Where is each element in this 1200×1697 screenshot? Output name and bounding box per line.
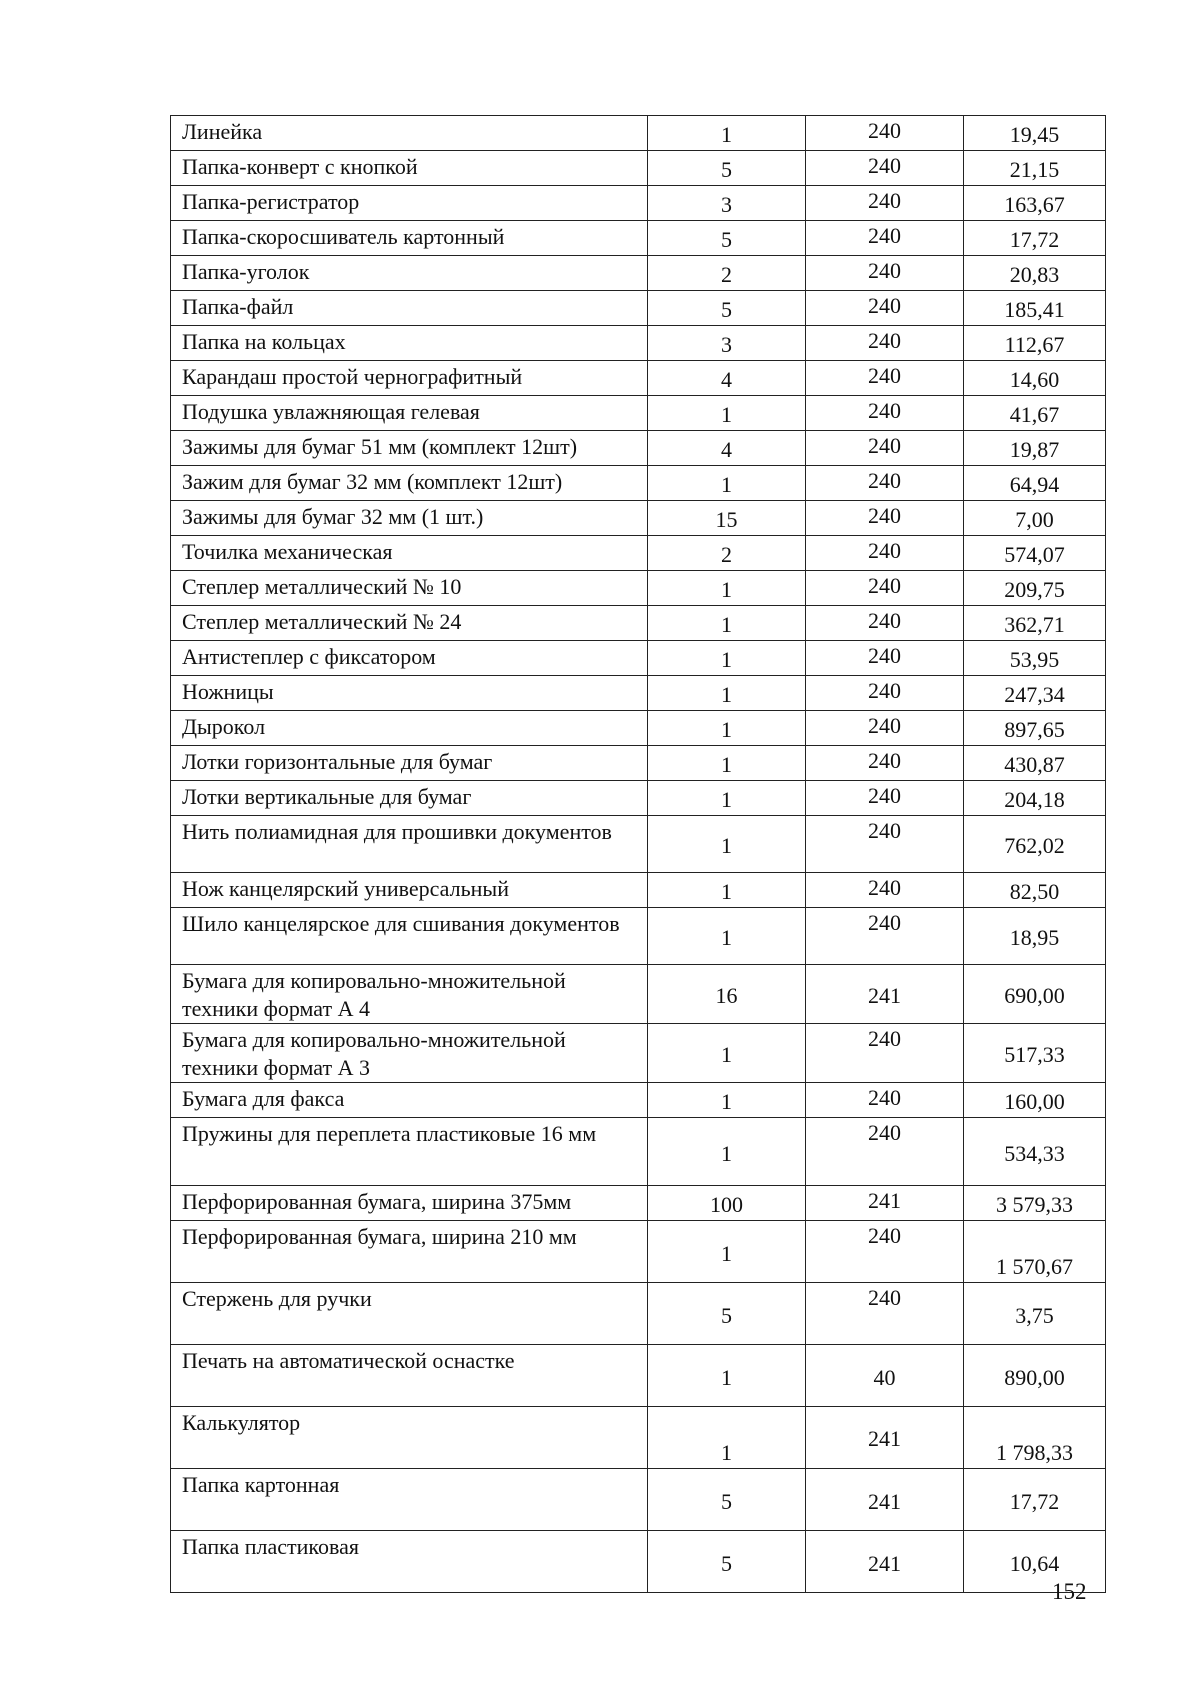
price-cell: 185,41 <box>964 291 1106 326</box>
price-cell: 10,64 <box>964 1531 1106 1593</box>
code-cell: 241 <box>806 1469 964 1531</box>
quantity-cell: 3 <box>648 186 806 221</box>
code-cell: 240 <box>806 1024 964 1083</box>
item-name-cell: Пружины для переплета пластиковые 16 мм <box>171 1118 648 1186</box>
code-cell: 240 <box>806 711 964 746</box>
table-row <box>171 746 1106 781</box>
item-name-cell: Перфорированная бумага, ширина 210 мм <box>171 1221 648 1283</box>
quantity-cell: 1 <box>648 1024 806 1083</box>
price-cell: 209,75 <box>964 571 1106 606</box>
quantity-cell: 1 <box>648 676 806 711</box>
price-cell: 112,67 <box>964 326 1106 361</box>
item-name-cell: Подушка увлажняющая гелевая <box>171 396 648 431</box>
table-row <box>171 501 1106 536</box>
code-cell: 240 <box>806 326 964 361</box>
code-cell: 240 <box>806 291 964 326</box>
item-name-cell: Папка-скоросшиватель картонный <box>171 221 648 256</box>
table-row <box>171 151 1106 186</box>
quantity-cell: 1 <box>648 908 806 965</box>
table-row <box>171 1186 1106 1221</box>
price-cell: 1 798,33 <box>964 1407 1106 1469</box>
table-row <box>171 1283 1106 1345</box>
code-cell: 240 <box>806 116 964 151</box>
item-name-cell: Папка-регистратор <box>171 186 648 221</box>
code-cell: 240 <box>806 536 964 571</box>
price-cell: 3 579,33 <box>964 1186 1106 1221</box>
item-name-cell: Папка-уголок <box>171 256 648 291</box>
price-cell: 517,33 <box>964 1024 1106 1083</box>
price-cell: 64,94 <box>964 466 1106 501</box>
quantity-cell: 1 <box>648 1345 806 1407</box>
price-cell: 20,83 <box>964 256 1106 291</box>
item-name-cell: Шило канцелярское для сшивания документов <box>171 908 648 965</box>
price-cell: 17,72 <box>964 221 1106 256</box>
code-cell: 240 <box>806 641 964 676</box>
table-row <box>171 221 1106 256</box>
code-cell: 240 <box>806 396 964 431</box>
item-name-cell: Зажимы для бумаг 51 мм (комплект 12шт) <box>171 431 648 466</box>
table-row <box>171 781 1106 816</box>
quantity-cell: 1 <box>648 641 806 676</box>
price-cell: 19,45 <box>964 116 1106 151</box>
table-row <box>171 1024 1106 1083</box>
code-cell: 240 <box>806 908 964 965</box>
quantity-cell: 1 <box>648 1221 806 1283</box>
code-cell: 240 <box>806 571 964 606</box>
quantity-cell: 4 <box>648 431 806 466</box>
item-name-cell: Папка на кольцах <box>171 326 648 361</box>
price-cell: 21,15 <box>964 151 1106 186</box>
code-cell: 240 <box>806 1083 964 1118</box>
item-name-cell: Бумага для копировально-множительной техники формат А 3 <box>171 1024 648 1083</box>
code-cell: 240 <box>806 151 964 186</box>
code-cell: 241 <box>806 1186 964 1221</box>
table-row <box>171 186 1106 221</box>
code-cell: 240 <box>806 221 964 256</box>
code-cell: 240 <box>806 781 964 816</box>
code-cell: 240 <box>806 361 964 396</box>
price-cell: 160,00 <box>964 1083 1106 1118</box>
quantity-cell: 100 <box>648 1186 806 1221</box>
table-row <box>171 361 1106 396</box>
quantity-cell: 5 <box>648 151 806 186</box>
item-name-cell: Лотки вертикальные для бумаг <box>171 781 648 816</box>
table-row <box>171 326 1106 361</box>
code-cell: 240 <box>806 501 964 536</box>
quantity-cell: 1 <box>648 781 806 816</box>
item-name-cell: Калькулятор <box>171 1407 648 1469</box>
item-name-cell: Ножницы <box>171 676 648 711</box>
item-name-cell: Антистеплер с фиксатором <box>171 641 648 676</box>
quantity-cell: 1 <box>648 571 806 606</box>
quantity-cell: 15 <box>648 501 806 536</box>
quantity-cell: 5 <box>648 1531 806 1593</box>
quantity-cell: 5 <box>648 291 806 326</box>
price-cell: 163,67 <box>964 186 1106 221</box>
price-cell: 3,75 <box>964 1283 1106 1345</box>
quantity-cell: 3 <box>648 326 806 361</box>
item-name-cell: Зажим для бумаг 32 мм (комплект 12шт) <box>171 466 648 501</box>
item-name-cell: Папка пластиковая <box>171 1531 648 1593</box>
price-cell: 17,72 <box>964 1469 1106 1531</box>
code-cell: 240 <box>806 1221 964 1283</box>
price-cell: 890,00 <box>964 1345 1106 1407</box>
price-cell: 19,87 <box>964 431 1106 466</box>
code-cell: 240 <box>806 466 964 501</box>
table-row <box>171 606 1106 641</box>
quantity-cell: 1 <box>648 116 806 151</box>
price-cell: 362,71 <box>964 606 1106 641</box>
table-row <box>171 1221 1106 1283</box>
item-name-cell: Линейка <box>171 116 648 151</box>
table-row <box>171 396 1106 431</box>
page-number: 152 <box>1052 1579 1087 1604</box>
item-name-cell: Степлер металлический № 10 <box>171 571 648 606</box>
table-row <box>171 711 1106 746</box>
price-cell: 690,00 <box>964 965 1106 1024</box>
quantity-cell: 1 <box>648 396 806 431</box>
table-row <box>171 1345 1106 1407</box>
price-cell: 247,34 <box>964 676 1106 711</box>
quantity-cell: 1 <box>648 1118 806 1186</box>
quantity-cell: 4 <box>648 361 806 396</box>
table-row <box>171 873 1106 908</box>
table-row <box>171 908 1106 965</box>
price-cell: 82,50 <box>964 873 1106 908</box>
price-cell: 204,18 <box>964 781 1106 816</box>
price-cell: 574,07 <box>964 536 1106 571</box>
code-cell: 241 <box>806 965 964 1024</box>
price-cell: 1 570,67 <box>964 1221 1106 1283</box>
table-row <box>171 965 1106 1024</box>
price-cell: 53,95 <box>964 641 1106 676</box>
quantity-cell: 1 <box>648 1407 806 1469</box>
price-cell: 534,33 <box>964 1118 1106 1186</box>
table-row <box>171 431 1106 466</box>
code-cell: 240 <box>806 1118 964 1186</box>
quantity-cell: 5 <box>648 1283 806 1345</box>
price-cell: 14,60 <box>964 361 1106 396</box>
code-cell: 240 <box>806 1283 964 1345</box>
table-row <box>171 116 1106 151</box>
code-cell: 240 <box>806 186 964 221</box>
item-name-cell: Карандаш простой чернографитный <box>171 361 648 396</box>
table-row <box>171 1407 1106 1469</box>
item-name-cell: Точилка механическая <box>171 536 648 571</box>
code-cell: 240 <box>806 676 964 711</box>
price-cell: 897,65 <box>964 711 1106 746</box>
item-name-cell: Степлер металлический № 24 <box>171 606 648 641</box>
price-cell: 18,95 <box>964 908 1106 965</box>
code-cell: 240 <box>806 816 964 873</box>
price-cell: 430,87 <box>964 746 1106 781</box>
table-row <box>171 291 1106 326</box>
table-row <box>171 466 1106 501</box>
price-cell: 7,00 <box>964 501 1106 536</box>
item-name-cell: Зажимы для бумаг 32 мм (1 шт.) <box>171 501 648 536</box>
table-row <box>171 676 1106 711</box>
item-name-cell: Папка картонная <box>171 1469 648 1531</box>
table-row <box>171 536 1106 571</box>
item-name-cell: Дырокол <box>171 711 648 746</box>
item-name-cell: Бумага для факса <box>171 1083 648 1118</box>
code-cell: 241 <box>806 1531 964 1593</box>
quantity-cell: 1 <box>648 466 806 501</box>
table-row <box>171 1469 1106 1531</box>
item-name-cell: Печать на автоматической оснастке <box>171 1345 648 1407</box>
code-cell: 241 <box>806 1407 964 1469</box>
code-cell: 240 <box>806 746 964 781</box>
code-cell: 240 <box>806 256 964 291</box>
quantity-cell: 1 <box>648 606 806 641</box>
quantity-cell: 2 <box>648 256 806 291</box>
item-name-cell: Нить полиамидная для прошивки документов <box>171 816 648 873</box>
quantity-cell: 1 <box>648 873 806 908</box>
item-name-cell: Папка-конверт с кнопкой <box>171 151 648 186</box>
item-name-cell: Бумага для копировально-множительной техники формат А 4 <box>171 965 648 1024</box>
quantity-cell: 5 <box>648 1469 806 1531</box>
code-cell: 240 <box>806 873 964 908</box>
price-cell: 41,67 <box>964 396 1106 431</box>
code-cell: 240 <box>806 431 964 466</box>
price-cell: 762,02 <box>964 816 1106 873</box>
quantity-cell: 1 <box>648 1083 806 1118</box>
table-row <box>171 641 1106 676</box>
code-cell: 240 <box>806 606 964 641</box>
code-cell: 40 <box>806 1345 964 1407</box>
table-row <box>171 816 1106 873</box>
item-name-cell: Нож канцелярский универсальный <box>171 873 648 908</box>
quantity-cell: 1 <box>648 746 806 781</box>
item-name-cell: Лотки горизонтальные для бумаг <box>171 746 648 781</box>
table-row <box>171 1118 1106 1186</box>
quantity-cell: 5 <box>648 221 806 256</box>
quantity-cell: 2 <box>648 536 806 571</box>
table-row <box>171 256 1106 291</box>
quantity-cell: 16 <box>648 965 806 1024</box>
table-row <box>171 1531 1106 1593</box>
table-row <box>171 1083 1106 1118</box>
item-name-cell: Перфорированная бумага, ширина 375мм <box>171 1186 648 1221</box>
items-table <box>170 115 1106 1593</box>
quantity-cell: 1 <box>648 711 806 746</box>
items-table-body <box>171 116 1106 1593</box>
quantity-cell: 1 <box>648 816 806 873</box>
table-row <box>171 571 1106 606</box>
item-name-cell: Стержень для ручки <box>171 1283 648 1345</box>
item-name-cell: Папка-файл <box>171 291 648 326</box>
